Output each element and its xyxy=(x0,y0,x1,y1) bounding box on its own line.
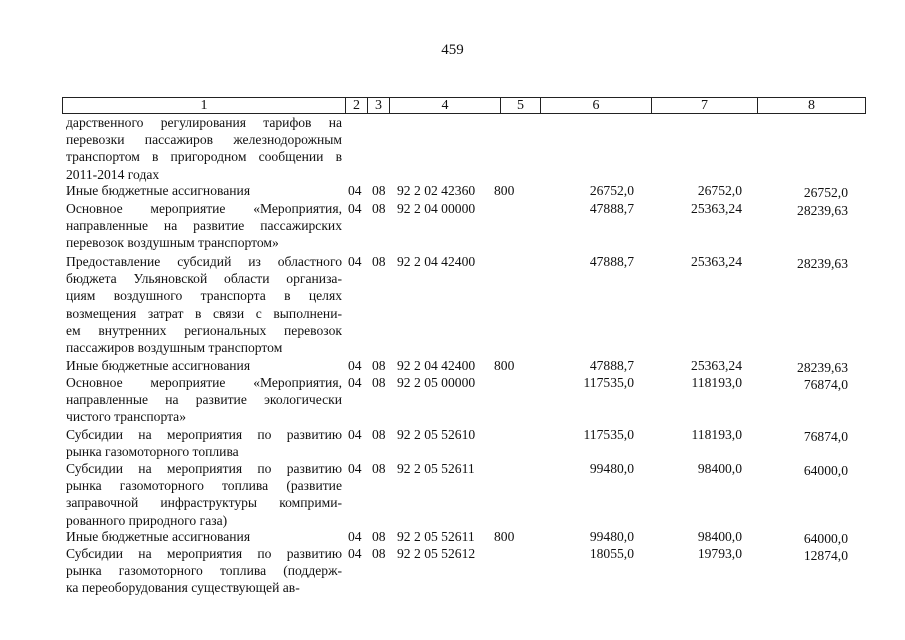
amount-col-8: 28239,63 xyxy=(797,256,848,271)
description-line: Основное мероприятие «Мероприятия, xyxy=(66,375,342,390)
subsection-code: 08 xyxy=(372,201,386,216)
description-line: рынка газомоторного топлива (развитие xyxy=(66,478,342,494)
section-code: 04 xyxy=(348,358,362,373)
description-line: рынка газомоторного топлива xyxy=(66,444,239,460)
subsection-code: 08 xyxy=(372,254,386,269)
subsection-code: 08 xyxy=(372,427,386,442)
section-code: 04 xyxy=(348,254,362,269)
description-line: направленные на развитие экологически xyxy=(66,392,342,408)
amount-col-6: 99480,0 xyxy=(589,529,634,544)
section-code: 04 xyxy=(348,375,362,390)
amount-col-6: 47888,7 xyxy=(589,358,634,373)
amount-col-8: 28239,63 xyxy=(797,360,848,375)
subsection-code: 08 xyxy=(372,461,386,476)
row-description xyxy=(66,374,342,426)
expense-type-code: 800 xyxy=(494,358,515,373)
description-line: перевозок воздушным транспортом» xyxy=(66,235,279,251)
target-article-code: 92 2 05 00000 xyxy=(397,375,476,390)
description-line: Иные бюджетные ассигнования xyxy=(66,529,251,544)
subsection-code: 08 xyxy=(372,183,386,198)
row-description xyxy=(66,357,342,374)
target-article-code: 92 2 04 42400 xyxy=(397,254,476,269)
amount-col-8: 76874,0 xyxy=(803,377,848,392)
page-number: 459 xyxy=(441,42,464,58)
expense-type-code: 800 xyxy=(494,529,515,544)
amount-col-6: 99480,0 xyxy=(589,461,634,476)
row-description xyxy=(66,114,342,183)
subsection-code: 08 xyxy=(372,546,386,561)
section-code: 04 xyxy=(348,201,362,216)
description-line: 2011-2014 годах xyxy=(66,166,160,182)
subsection-code: 08 xyxy=(372,529,386,544)
column-header-7: 7 xyxy=(652,98,758,113)
amount-col-6: 117535,0 xyxy=(583,427,634,442)
amount-col-8: 64000,0 xyxy=(803,463,848,478)
amount-col-7: 25363,24 xyxy=(691,358,742,373)
amount-col-7: 98400,0 xyxy=(697,461,742,476)
amount-col-6: 117535,0 xyxy=(583,375,634,390)
amount-col-8: 28239,63 xyxy=(797,203,848,218)
description-line: Предоставление субсидий из областного xyxy=(66,254,342,269)
amount-col-6: 47888,7 xyxy=(589,201,634,216)
column-header-2: 2 xyxy=(346,98,368,113)
target-article-code: 92 2 05 52610 xyxy=(397,427,476,442)
description-line: чистого транспорта» xyxy=(66,409,187,425)
description-line: транспортом в пригородном сообщении в xyxy=(66,149,342,165)
description-line: рынка газомоторного топлива (поддерж- xyxy=(66,563,342,579)
description-line: Субсидии на мероприятия по развитию xyxy=(66,461,342,476)
amount-col-7: 118193,0 xyxy=(691,427,742,442)
description-line: дарственного регулирования тарифов на xyxy=(66,115,342,130)
description-line: ка переоборудования существующей ав- xyxy=(66,580,300,596)
target-article-code: 92 2 05 52611 xyxy=(397,461,475,476)
column-header-4: 4 xyxy=(390,98,501,113)
amount-col-7: 26752,0 xyxy=(697,183,742,198)
target-article-code: 92 2 04 42400 xyxy=(397,358,476,373)
description-line: циям воздушного транспорта в целях xyxy=(66,288,342,304)
row-description xyxy=(66,200,342,252)
row-description xyxy=(66,545,342,597)
target-article-code: 92 2 04 00000 xyxy=(397,201,476,216)
description-line: перевозки пассажиров железнодорожным xyxy=(66,132,342,148)
amount-col-8: 64000,0 xyxy=(803,531,848,546)
amount-col-8: 76874,0 xyxy=(803,429,848,444)
description-line: рованного природного газа) xyxy=(66,512,228,528)
row-description xyxy=(66,253,342,356)
description-line: пассажиров воздушным транспортом xyxy=(66,340,283,356)
description-line: ем внутренних региональных перевозок xyxy=(66,322,342,338)
column-header-3: 3 xyxy=(368,98,390,113)
target-article-code: 92 2 02 42360 xyxy=(397,183,476,198)
section-code: 04 xyxy=(348,529,362,544)
column-header-6: 6 xyxy=(541,98,652,113)
amount-col-6: 47888,7 xyxy=(589,254,634,269)
amount-col-7: 19793,0 xyxy=(697,546,742,561)
amount-col-7: 25363,24 xyxy=(691,201,742,216)
target-article-code: 92 2 05 52611 xyxy=(397,529,475,544)
description-line: Основное мероприятие «Мероприятия, xyxy=(66,201,342,216)
expense-type-code: 800 xyxy=(494,183,515,198)
row-description xyxy=(66,460,342,529)
section-code: 04 xyxy=(348,461,362,476)
subsection-code: 08 xyxy=(372,358,386,373)
description-line: Субсидии на мероприятия по развитию xyxy=(66,546,342,561)
section-code: 04 xyxy=(348,427,362,442)
section-code: 04 xyxy=(348,183,362,198)
amount-col-8: 12874,0 xyxy=(803,548,848,563)
amount-col-7: 98400,0 xyxy=(697,529,742,544)
amount-col-6: 26752,0 xyxy=(589,183,634,198)
row-description xyxy=(66,182,342,199)
description-line: Иные бюджетные ассигнования xyxy=(66,358,251,373)
row-description xyxy=(66,426,342,460)
description-line: Субсидии на мероприятия по развитию xyxy=(66,427,342,442)
description-line: возмещения затрат в связи с выполнени- xyxy=(66,305,342,321)
column-header-5: 5 xyxy=(501,98,541,113)
description-line: бюджета Ульяновской области организа- xyxy=(66,271,342,287)
amount-col-6: 18055,0 xyxy=(589,546,634,561)
subsection-code: 08 xyxy=(372,375,386,390)
description-line: Иные бюджетные ассигнования xyxy=(66,183,251,198)
target-article-code: 92 2 05 52612 xyxy=(397,546,476,561)
section-code: 04 xyxy=(348,546,362,561)
description-line: заправочной инфраструктуры комприми- xyxy=(66,495,342,511)
amount-col-7: 25363,24 xyxy=(691,254,742,269)
table-column-header xyxy=(62,97,866,114)
row-description xyxy=(66,528,342,545)
amount-col-8: 26752,0 xyxy=(803,185,848,200)
column-header-1: 1 xyxy=(63,98,346,113)
description-line: направленные на развитие пассажирских xyxy=(66,218,342,234)
amount-col-7: 118193,0 xyxy=(691,375,742,390)
column-header-8: 8 xyxy=(808,98,815,113)
